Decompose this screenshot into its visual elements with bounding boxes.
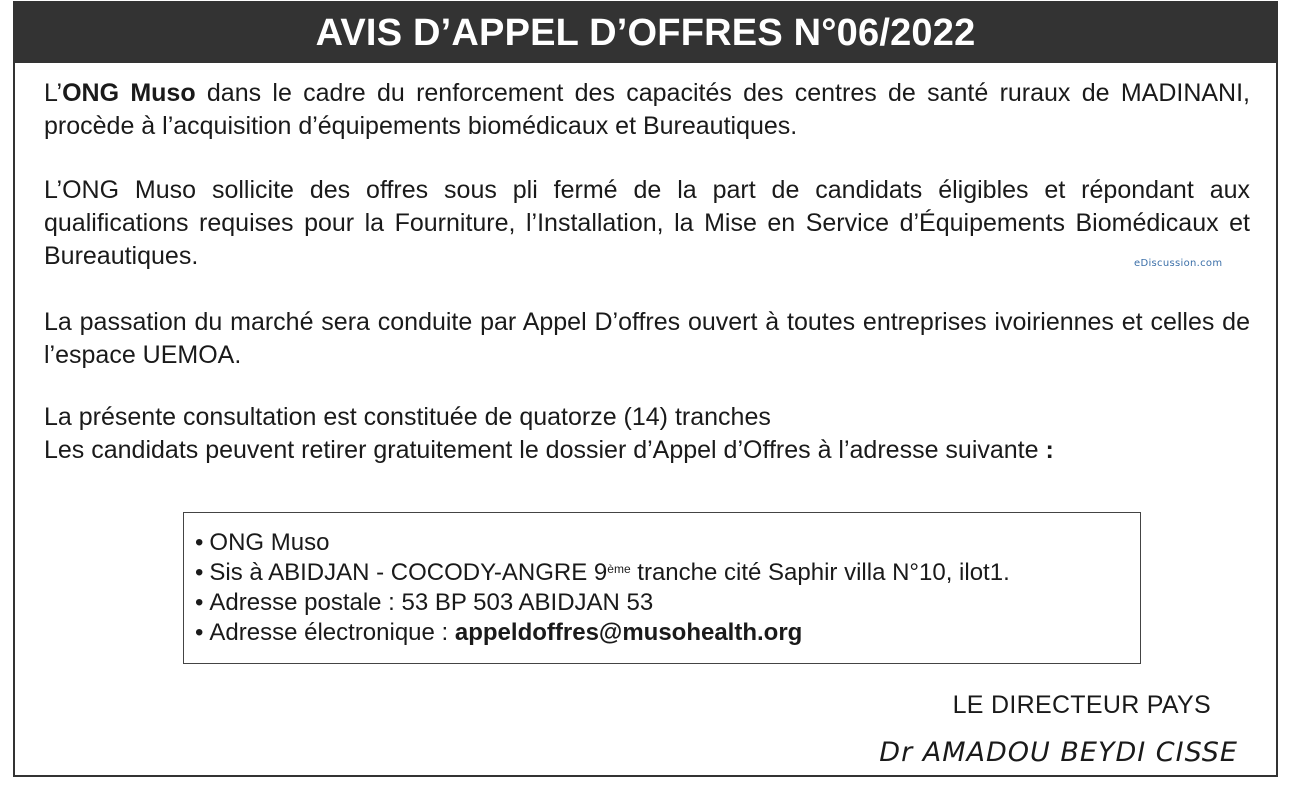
withdrawal-colon: : [1038, 436, 1054, 464]
intro-text: dans le cadre du renforcement des capacités des centres de santé ruraux de MADINANI, procède à l’acquisition d’équipements biomédicaux et Bureautiques. [44, 79, 1250, 140]
paragraph-intro [44, 77, 1250, 143]
bullet-icon: • [195, 589, 204, 616]
paragraph-procurement: La passation du marché sera conduite par Appel D’offres ouvert à toutes entreprises ivoiriennes et celles de l’espace UEMOA. [44, 308, 1250, 369]
superscript-eme: ème [607, 562, 631, 576]
address-location: • Sis à ABIDJAN - COCODY-ANGRE 9ème tranche cité Saphir villa N°10, ilot1. [195, 559, 1010, 586]
signatory-name: Dr AMADOU BEYDI CISSE [879, 737, 1238, 768]
bullet-icon: • [195, 619, 204, 646]
paragraph-solicitation: L’ONG Muso sollicite des offres sous pli fermé de la part de candidats éligibles et répondant aux qualifications requises pour la Fourniture, l’Installation, la Mise en Service d’Équipements Biomédicaux et Bureautiques. [44, 176, 1250, 270]
notice-frame [13, 1, 1278, 777]
bullet-icon: • [195, 559, 204, 586]
signatory-title: LE DIRECTEUR PAYS [952, 691, 1211, 719]
bullet-icon: • [195, 529, 204, 556]
org-name-bold: ONG Muso [62, 79, 196, 107]
address-box [183, 512, 1141, 664]
email-link[interactable]: appeldoffres@musohealth.org [454, 619, 803, 646]
withdrawal-line [44, 434, 1250, 467]
address-postal: • Adresse postale : 53 BP 503 ABIDJAN 53 [195, 589, 654, 616]
intro-prefix: L’ [44, 79, 63, 107]
withdrawal-text: Les candidats peuvent retirer gratuitement le dossier d’Appel d’Offres à l’adresse suivante [44, 436, 1039, 464]
address-org: • ONG Muso [195, 529, 330, 556]
consultation-line: La présente consultation est constituée de quatorze (14) tranches [44, 403, 771, 431]
notice-title: AVIS D’APPEL D’OFFRES N°06/2022 [15, 3, 1276, 63]
paragraph-consultation [44, 401, 1250, 467]
watermark-text: eDiscussion.com [1134, 258, 1223, 269]
address-email: • Adresse électronique : appeldoffres@musohealth.org [195, 619, 803, 646]
